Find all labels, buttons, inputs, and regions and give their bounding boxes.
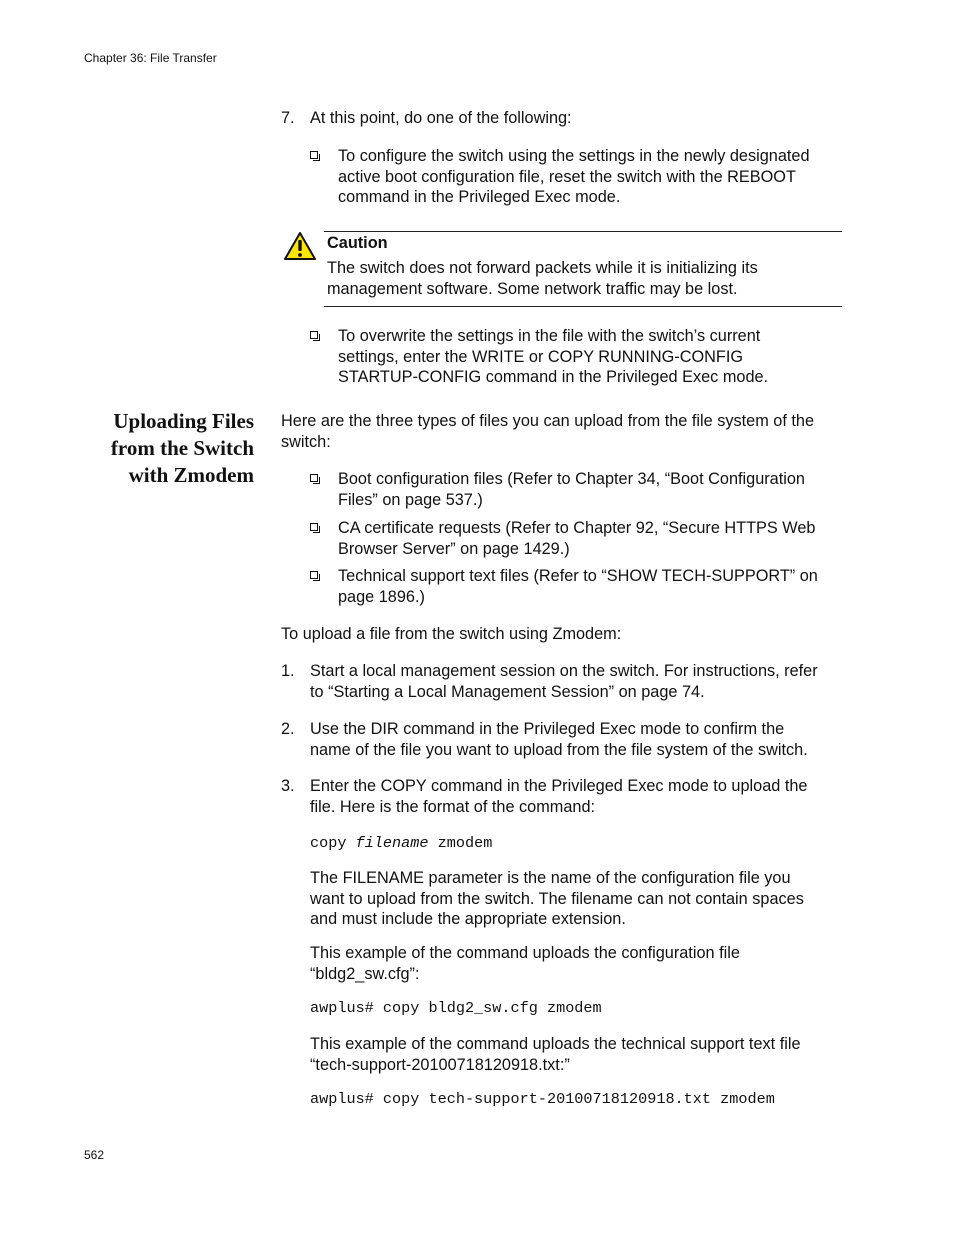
section-intro — [281, 411, 851, 452]
bullet-icon — [310, 571, 321, 582]
bullet-line: Technical support text files (Refer to “SHOW TECH-SUPPORT” on — [338, 567, 818, 585]
paragraph-line: “bldg2_sw.cfg”: — [310, 964, 420, 983]
section-heading — [90, 408, 254, 489]
bullet-line: command in the Privileged Exec mode. — [338, 188, 621, 206]
paragraph-line: This example of the command uploads the technical support text file — [310, 1035, 801, 1053]
paragraph-line: This example of the command uploads the configuration file — [310, 944, 740, 962]
bullet-line: page 1896.) — [338, 587, 425, 606]
caution-line: management software. Some network traffic may be lost. — [327, 279, 738, 298]
intro-line: switch: — [281, 432, 331, 451]
warning-icon — [283, 231, 317, 261]
bullet-line: Boot configuration files (Refer to Chapter 34, “Boot Configuration — [338, 470, 805, 488]
step-text — [310, 661, 850, 702]
step-text: At this point, do one of the following: — [310, 109, 572, 127]
example2-description — [310, 1034, 850, 1075]
page-number: 562 — [84, 1148, 105, 1162]
bullet-icon — [310, 151, 321, 162]
step-line: name of the file you want to upload from the file system of the switch. — [310, 740, 808, 759]
paragraph-line: The FILENAME parameter is the name of the configuration file you — [310, 869, 791, 887]
paragraph-line: “tech-support-20100718120918.txt:” — [310, 1055, 570, 1074]
step-line: Use the DIR command in the Privileged Exec mode to confirm the — [310, 720, 785, 738]
bullet-icon — [310, 523, 321, 534]
example1-description — [310, 943, 850, 984]
bullet-line: settings, enter the WRITE or COPY RUNNING-CONFIG — [338, 347, 744, 366]
heading-line: from the Switch — [110, 436, 254, 460]
caution-title: Caution — [327, 234, 388, 252]
syntax-keyword: zmodem — [437, 834, 493, 852]
example1-command: awplus# copy bldg2_sw.cfg zmodem — [310, 999, 602, 1017]
bullet-line: CA certificate requests (Refer to Chapter 92, “Secure HTTPS Web — [338, 519, 816, 537]
bullet-icon — [310, 331, 321, 342]
bullet-line: To overwrite the settings in the file with the switch’s current — [338, 327, 761, 345]
step-line: file. Here is the format of the command: — [310, 797, 596, 816]
bullet-item — [338, 326, 850, 388]
step-number: 2. — [281, 720, 295, 738]
filename-description — [310, 868, 850, 930]
intro-line: Here are the three types of files you can upload from the file system of the — [281, 412, 815, 430]
procedure-lead: To upload a file from the switch using Zmodem: — [281, 625, 622, 643]
heading-line: Uploading Files — [113, 409, 254, 433]
example2-command: awplus# copy tech-support-20100718120918.txt zmodem — [310, 1090, 775, 1108]
bullet-icon — [310, 474, 321, 485]
bullet-item — [338, 469, 850, 510]
bullet-item — [338, 566, 850, 607]
bullet-item — [338, 146, 850, 208]
paragraph-line: and must include the appropriate extension. — [310, 910, 626, 928]
syntax-command: copy — [310, 834, 347, 852]
step-line: to “Starting a Local Management Session” on page 74. — [310, 682, 705, 701]
step-line: Start a local management session on the switch. For instructions, refer — [310, 662, 818, 680]
caution-text — [327, 258, 847, 299]
heading-line: with Zmodem — [128, 463, 254, 487]
step-number: 7. — [281, 109, 295, 127]
bullet-item — [338, 518, 850, 559]
step-text — [310, 719, 850, 760]
bullet-line: Browser Server” on page 1429.) — [338, 539, 570, 558]
bullet-line: To configure the switch using the settings in the newly designated — [338, 147, 810, 165]
bullet-line: Files” on page 537.) — [338, 490, 483, 509]
syntax-parameter: filename — [355, 834, 429, 852]
step-number: 1. — [281, 662, 295, 680]
caution-top-rule — [324, 231, 842, 232]
caution-bottom-rule — [324, 306, 842, 307]
step-number: 3. — [281, 777, 295, 795]
paragraph-line: want to upload from the switch. The filename can not contain spaces — [310, 889, 804, 908]
command-syntax — [310, 834, 492, 852]
step-text — [310, 776, 850, 817]
running-header: Chapter 36: File Transfer — [84, 51, 217, 65]
caution-line: The switch does not forward packets while it is initializing its — [327, 259, 758, 277]
bullet-line: active boot configuration file, reset the switch with the REBOOT — [338, 167, 796, 186]
step-line: Enter the COPY command in the Privileged Exec mode to upload the — [310, 777, 808, 795]
bullet-line: STARTUP-CONFIG command in the Privileged Exec mode. — [338, 368, 769, 386]
